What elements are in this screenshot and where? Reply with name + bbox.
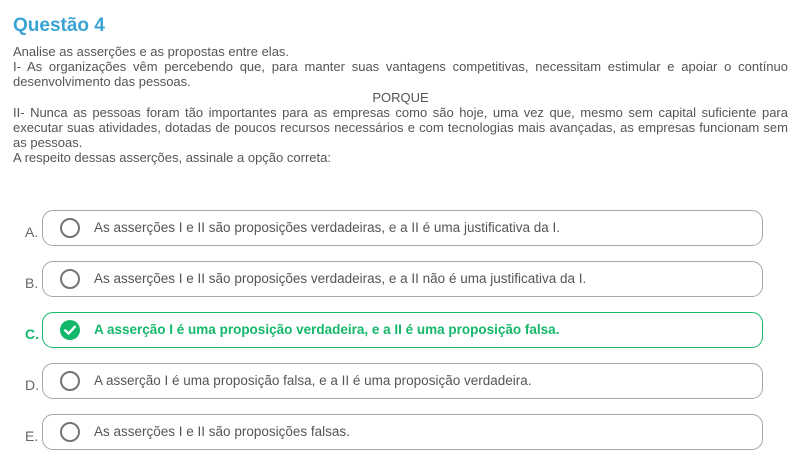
radio-unchecked-icon[interactable]	[60, 371, 80, 391]
assertion-two: II- Nunca as pessoas foram tão importantes para as empresas como são hoje, uma vez que, mesmo sem capital suficiente para executar suas atividades, dotadas de poucos recursos necessários e com tecnologias mais avançadas, as empresas funcionam sem as pessoas.	[13, 104, 788, 151]
option-text: As asserções I e II são proposições verdadeiras, e a II não é uma justificativa da I.	[94, 271, 587, 286]
option-b-button[interactable]	[42, 261, 763, 297]
check-circle-icon[interactable]	[60, 320, 80, 340]
option-e	[0, 414, 802, 450]
option-a	[0, 210, 802, 246]
option-letter: E.	[25, 428, 39, 444]
option-letter: D.	[25, 377, 39, 393]
radio-unchecked-icon[interactable]	[60, 422, 80, 442]
option-a-button[interactable]	[42, 210, 763, 246]
option-text: As asserções I e II são proposições verdadeiras, e a II é uma justificativa da I.	[94, 220, 560, 235]
option-b	[0, 261, 802, 297]
radio-unchecked-icon[interactable]	[60, 218, 80, 238]
option-text: As asserções I e II são proposições falsas.	[94, 424, 350, 439]
option-c	[0, 312, 802, 348]
assertion-one: I- As organizações vêm percebendo que, para manter suas vantagens competitivas, necessitam estimular e apoiar o contínuo desenvolvimento das pessoas.	[13, 59, 788, 90]
radio-unchecked-icon[interactable]	[60, 269, 80, 289]
question-statement	[13, 44, 788, 166]
option-c-button[interactable]	[42, 312, 763, 348]
option-e-button[interactable]	[42, 414, 763, 450]
option-d-button[interactable]	[42, 363, 763, 399]
statement-intro: Analise as asserções e as propostas entre elas.	[13, 44, 290, 59]
question-title: Questão 4	[13, 15, 105, 36]
option-letter: C.	[25, 326, 39, 342]
option-text: A asserção I é uma proposição verdadeira, e a II é uma proposição falsa.	[94, 322, 560, 337]
option-letter: A.	[25, 224, 39, 240]
option-letter: B.	[25, 275, 39, 291]
statement-instruction: A respeito dessas asserções, assinale a opção correta:	[13, 150, 331, 166]
option-d	[0, 363, 802, 399]
connector-porque: PORQUE	[372, 89, 429, 105]
option-text: A asserção I é uma proposição falsa, e a II é uma proposição verdadeira.	[94, 373, 532, 388]
